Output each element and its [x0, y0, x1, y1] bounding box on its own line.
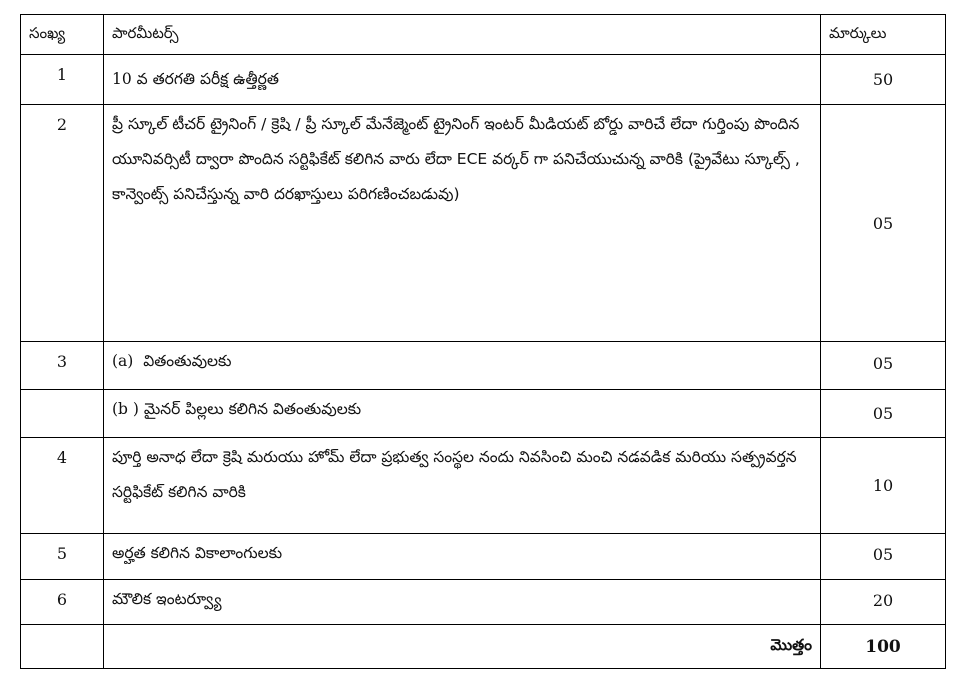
row-sno: 2	[21, 105, 104, 342]
total-label: మొత్తం	[104, 625, 821, 669]
row-sno: 4	[21, 438, 104, 534]
row-parameter: పూర్తి అనాధ లేదా క్రెషి మరుయు హోమ్ లేదా ప్రభుత్వ సంస్థల నందు నివసించి మంచి నడవడిక మరియు సత్ప్రవర్తన సర్టిఫికేట్ కలిగిన వారికి	[104, 438, 821, 534]
table-row	[21, 55, 946, 105]
row-parameter: మౌలిక ఇంటర్వ్యూ	[104, 580, 821, 625]
header-marks: మార్కులు	[821, 15, 946, 55]
header-sno: సంఖ్య	[21, 15, 104, 55]
row-marks: 05	[821, 342, 946, 390]
table-row	[21, 580, 946, 625]
row-marks: 50	[821, 55, 946, 105]
row-parameter	[104, 342, 821, 390]
row-sno	[21, 390, 104, 438]
row-text: వితంతువులకు	[143, 352, 232, 370]
row-sno: 5	[21, 534, 104, 580]
row-parameter: ప్రీ స్కూల్ టీచర్ ట్రైనింగ్ / క్రెషి / ప్రీ స్కూల్ మేనేజ్మెంట్ ట్రైనింగ్ ఇంటర్ మీడియట్ బోర్డు వారిచే లేదా గుర్తింపు పొందిన యూనివర్సిటీ ద్వారా పొందిన సర్టిఫికేట్ కలిగిన వారు లేదా ECE వర్కర్ గా పనిచేయుచున్న వారికి (ప్రైవేటు స్కూల్స్ , కాన్వెంట్స్ పనిచేస్తున్న వారి దరఖాస్తులు పరిగణించబడువు)	[104, 105, 821, 342]
table-row	[21, 534, 946, 580]
row-marks: 20	[821, 580, 946, 625]
total-value: 100	[821, 625, 946, 669]
row-sno: 1	[21, 55, 104, 105]
table-row	[21, 342, 946, 390]
table-row	[21, 105, 946, 342]
row-parameter	[104, 390, 821, 438]
row-sno: 3	[21, 342, 104, 390]
total-empty	[21, 625, 104, 669]
row-prefix: (b )	[112, 400, 139, 418]
row-prefix: 10	[112, 70, 132, 88]
marks-table	[20, 14, 946, 669]
row-prefix: (a)	[112, 352, 134, 370]
row-marks: 05	[821, 105, 946, 342]
row-sno: 6	[21, 580, 104, 625]
table-row	[21, 438, 946, 534]
row-marks: 10	[821, 438, 946, 534]
row-parameter: అర్హత కలిగిన వికాలాంగులకు	[104, 534, 821, 580]
row-text: వ తరగతి పరీక్ష ఉత్తీర్ణత	[136, 70, 279, 88]
row-text: మైనర్ పిల్లలు కలిగిన వితంతువులకు	[143, 400, 362, 418]
row-parameter	[104, 55, 821, 105]
row-marks: 05	[821, 534, 946, 580]
total-row	[21, 625, 946, 669]
row-marks: 05	[821, 390, 946, 438]
header-parameters: పారమీటర్స్	[104, 15, 821, 55]
header-row	[21, 15, 946, 55]
table-row	[21, 390, 946, 438]
